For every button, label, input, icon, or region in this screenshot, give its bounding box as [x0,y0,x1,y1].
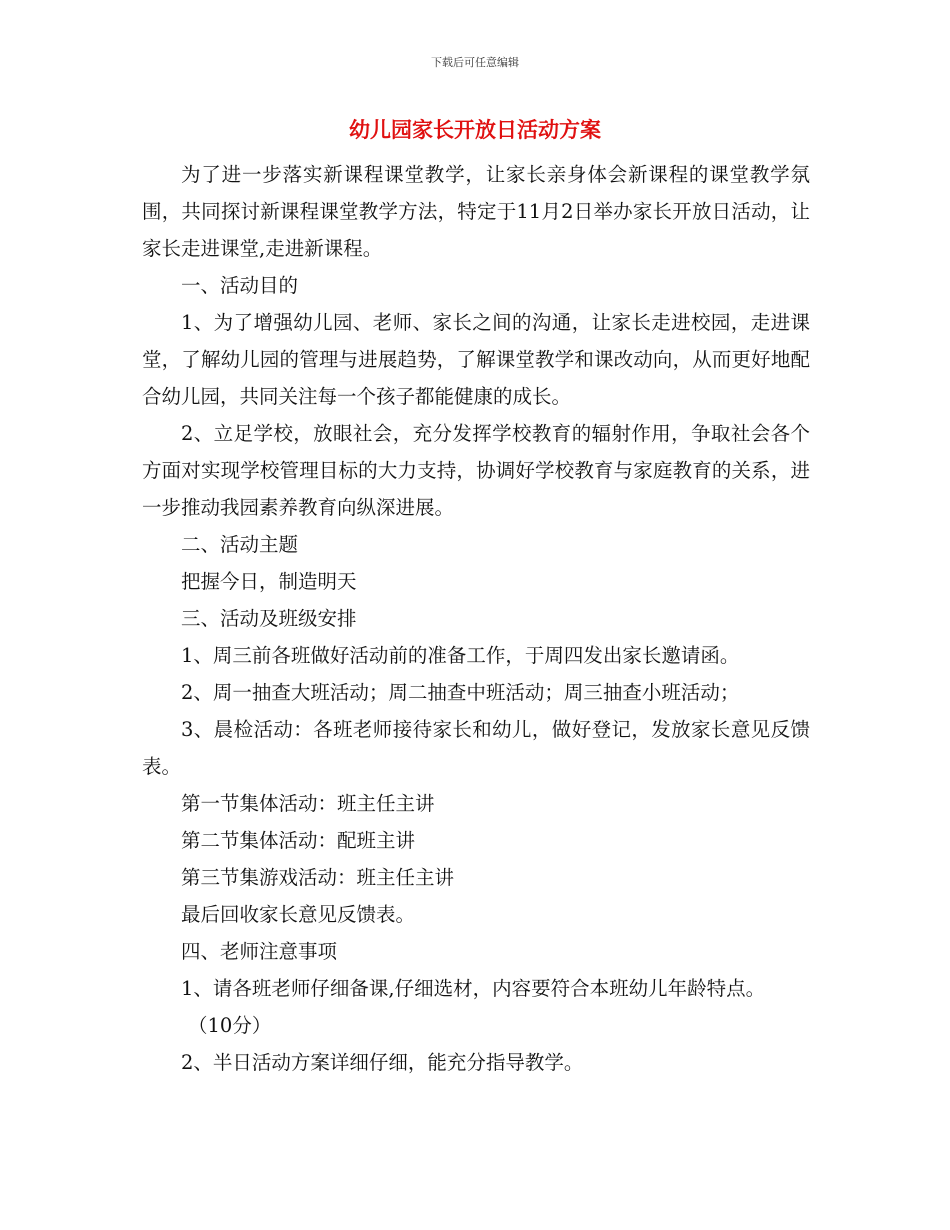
arrangement-item-3: 3、晨检活动：各班老师接待家长和幼儿，做好登记，发放家长意见反馈表。 [142,718,810,778]
section-heading-arrangement: 三、活动及班级安排 [181,607,357,630]
session-3: 第三节集游戏活动：班主任主讲 [181,866,455,889]
arrangement-item-1: 1、周三前各班做好活动前的准备工作，于周四发出家长邀请函。 [181,644,740,667]
note-item-1: 1、请各班老师仔细备课,仔细选材，内容要符合本班幼儿年龄特点。 [181,977,766,1000]
section-heading-notes: 四、老师注意事项 [181,940,338,963]
theme-text: 把握今日，制造明天 [181,570,357,593]
closing-step: 最后回收家长意见反馈表。 [181,903,416,926]
header-note: 下载后可任意编辑 [431,56,519,69]
goal-item-2: 2、立足学校，放眼社会，充分发挥学校教育的辐射作用，争取社会各个方面对实现学校管理目标的大力支持，协调好学校教育与家庭教育的关系，进一步推动我园素养教育向纵深进展。 [142,422,810,519]
session-1: 第一节集体活动：班主任主讲 [181,792,435,815]
document-body [142,156,810,1081]
score-note: （10分） [188,1014,272,1037]
note-item-2: 2、半日活动方案详细仔细，能充分指导教学。 [181,1051,584,1074]
section-heading-theme: 二、活动主题 [181,533,299,556]
goal-item-1: 1、为了增强幼儿园、老师、家长之间的沟通，让家长走进校园，走进课堂，了解幼儿园的管理与进展趋势，了解课堂教学和课改动向，从而更好地配合幼儿园，共同关注每一个孩子都能健康的成长。 [142,311,810,408]
intro-paragraph: 为了进一步落实新课程课堂教学，让家长亲身体会新课程的课堂教学氛围，共同探讨新课程课堂教学方法，特定于11月2日举办家长开放日活动，让家长走进课堂,走进新课程。 [142,163,810,260]
document-title: 幼儿园家长开放日活动方案 [349,118,601,142]
section-heading-goals: 一、活动目的 [181,274,299,297]
session-2: 第二节集体活动：配班主讲 [181,829,416,852]
arrangement-item-2: 2、周一抽查大班活动；周二抽查中班活动；周三抽查小班活动； [181,681,740,704]
